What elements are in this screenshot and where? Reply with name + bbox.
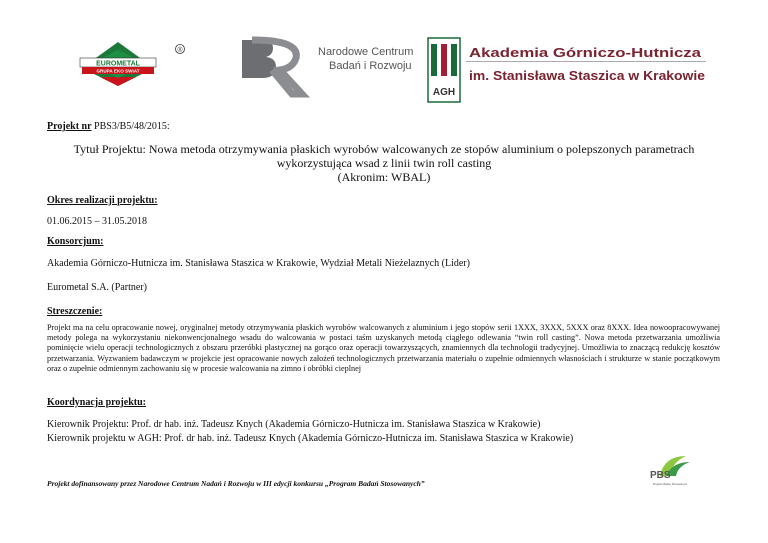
- okres-value: 01.06.2015 – 31.05.2018: [47, 216, 147, 227]
- agh-line2: im. Stanisława Staszica w Krakowie: [469, 68, 705, 83]
- agh-logo: [428, 38, 706, 102]
- streszczenie-text: Projekt ma na celu opracowanie nowej, oryginalnej metody otrzymywania płaskich wyrobów walcowanych z aluminium i jego stopów serii 1XXX, 3XXX, 5XXX oraz 8XXX. Idea nowoopracowywanej metody polega na wykorzystaniu niekonwencjonalnego wsadu do walcowania w postaci taśm uzyskanych metodą ciągłego odlewania “twin roll casting”. Nowa metoda przetwarzania umożliwia pominięcie wielu operacji technologicznych z obszaru przeróbki plastycznej na gorąco oraz operacji towarzyszących, znamiennych dla technologii tradycyjnej. Umożliwia to znaczącą redukcję kosztów przetwarzania. Wyzwaniem badawczym w projekcie jest opracowanie nowych założeń technologicznych przetwarzania materiału o zupełnie odmiennych własnościach i strukturze w stanie początkowym oraz o zupełnie odmiennym zachowaniu się w procesie walcowania na zimno i obróbki cieplnej: [47, 323, 720, 373]
- agh-line1: Akademia Górniczo-Hutnicza: [469, 45, 702, 60]
- project-number-label: Projekt nr: [47, 121, 92, 132]
- konsorcjum-heading: Konsorcjum:: [47, 236, 104, 247]
- agh-mark: AGH: [432, 87, 456, 98]
- okres-heading: Okres realizacji projektu:: [47, 195, 158, 206]
- project-title: [20, 142, 748, 184]
- project-number-value: PBS3/B5/48/2015:: [94, 121, 170, 132]
- project-title-line1: Tytuł Projektu: Nowa metoda otrzymywania płaskich wyrobów walcowanych ze stopów aluminium o polepszonych parametrach: [73, 142, 695, 156]
- project-title-line2: wykorzystująca wsad z linii twin roll casting: [276, 156, 492, 170]
- eurometal-logo: [80, 42, 185, 86]
- header-logos: [0, 0, 768, 110]
- streszczenie-heading: Streszczenie:: [47, 306, 103, 317]
- koordynacja-heading: Koordynacja projektu:: [47, 397, 146, 408]
- konsorcjum-lider: Akademia Górniczo-Hutnicza im. Stanisława Staszica w Krakowie, Wydział Metali Nieżelaznych (Lider): [47, 258, 470, 269]
- eurometal-bottom-text: GRUPA EKO SWIAT: [96, 68, 140, 74]
- pbs-caption: Program Badań Stosowanych: [652, 483, 688, 486]
- ncbr-line1: Narodowe Centrum: [318, 46, 414, 58]
- ncbr-line2: Badań i Rozwoju: [329, 60, 412, 72]
- pbs-logo: [646, 452, 694, 488]
- eurometal-top-text: EUROMETAL: [96, 60, 140, 68]
- kierownik-projektu: Kierownik Projektu: Prof. dr hab. inż. Tadeusz Knych (Akademia Górniczo-Hutnicza im. Stanisława Staszica w Krakowie): [47, 419, 541, 430]
- project-acronym: (Akronim: WBAL): [337, 170, 431, 184]
- ncbr-logo: [242, 40, 413, 94]
- pbs-mark: PBS: [650, 470, 671, 481]
- kierownik-agh: Kierownik projektu w AGH: Prof. dr hab. inż. Tadeusz Knych (Akademia Górniczo-Hutnicza im. Stanisława Staszica w Krakowie): [47, 433, 574, 444]
- registered-mark: ®: [177, 47, 183, 54]
- konsorcjum-partner: Eurometal S.A. (Partner): [47, 282, 147, 293]
- footer-funding-note: Projekt dofinansowany przez Narodowe Centrum Nadań i Rozwoju w III edycji konkursu „Program Badań Stosowanych”: [47, 479, 425, 488]
- project-number-line: [47, 121, 170, 134]
